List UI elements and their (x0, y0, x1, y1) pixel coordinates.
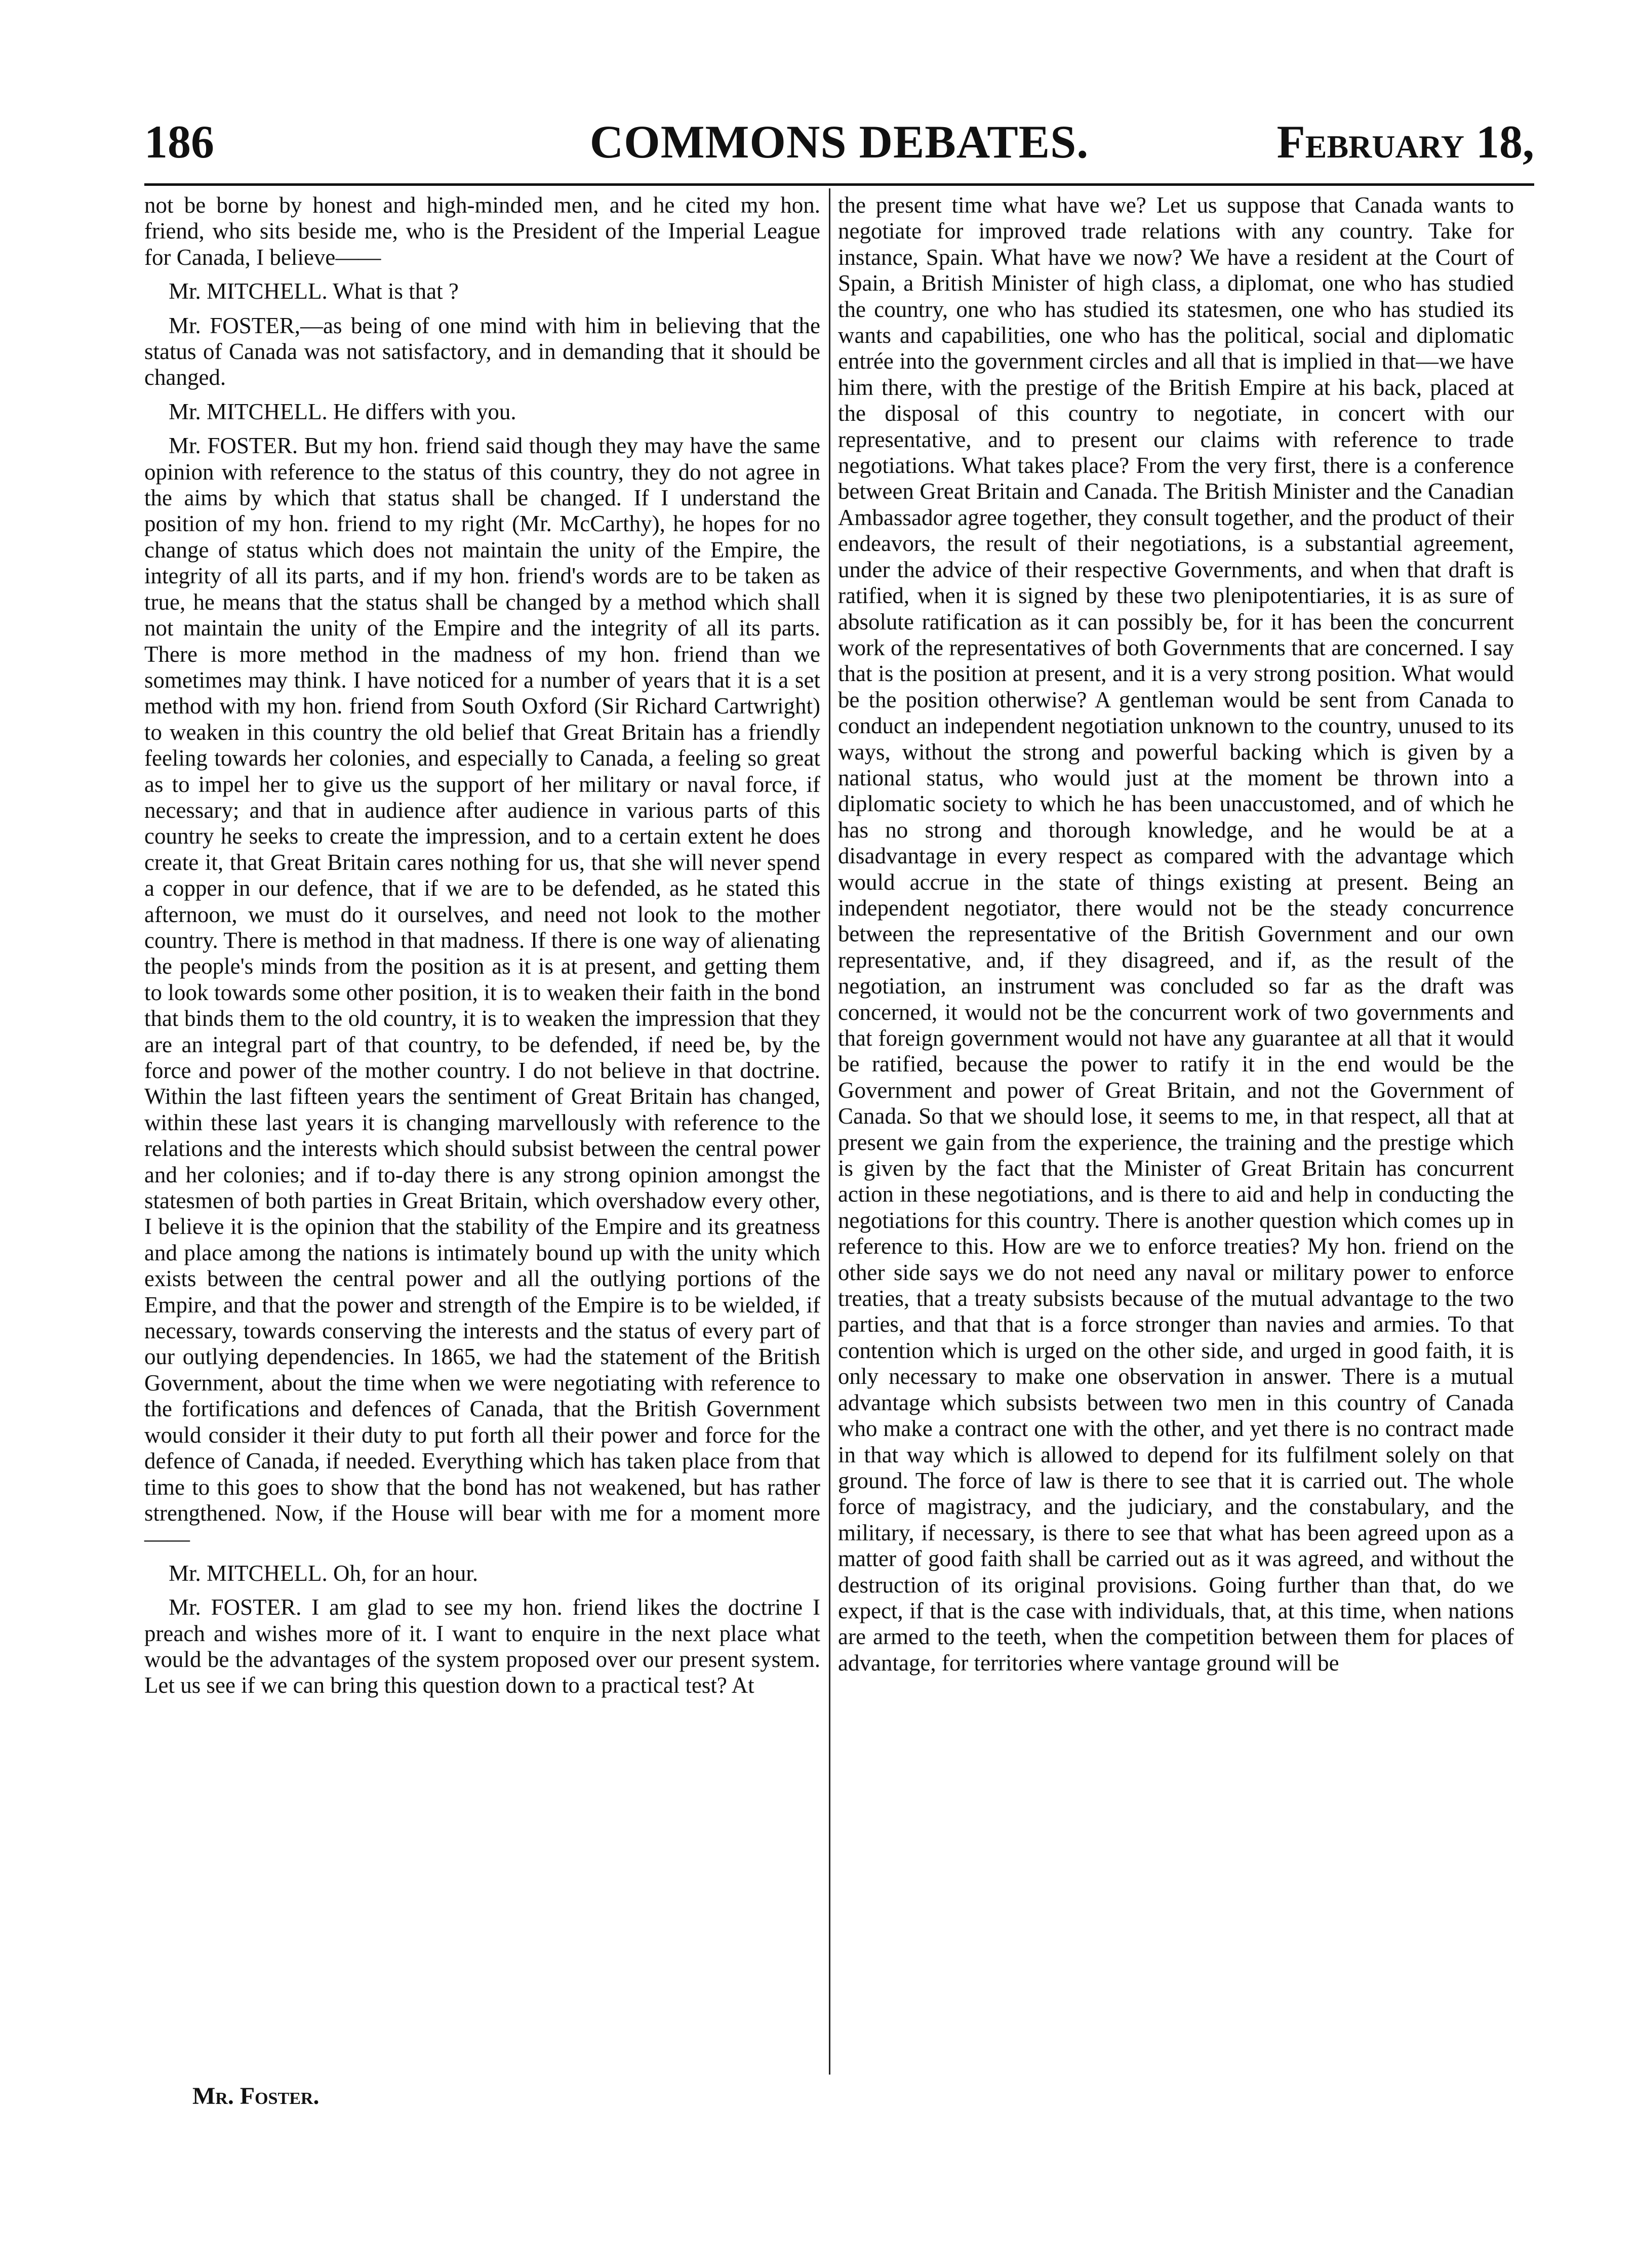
paragraph: Mr. FOSTER,—as being of one mind with him in believing that the status of Canada was not satisfactory, and in demanding that it should be changed. (144, 312, 820, 390)
header-date: February 18, (1276, 116, 1534, 168)
header-rule (144, 183, 1534, 186)
paragraph: Mr. MITCHELL. He differs with you. (169, 399, 516, 424)
footer-speaker: Mr. Foster. (192, 2083, 319, 2110)
paragraph: the present time what have we? Let us suppose that Canada wants to negotiate for improved trade relations with any country. Take for instance, Spain. What have we now? We have a resident at the Court of Spain, a British Minister of high class, a diplomat, one who has studied the country, one who has studied its statesmen, one who has studied its wants and capabilities, one who has the political, social and diplomatic entrée into the government circles and all that is implied in that—we have him there, with the prestige of the British Empire at his back, placed at the disposal of this country to negotiate, in concert with our representative, and to present our claims with reference to trade negotiations. What takes place? From the very first, there is a conference between Great Britain and Canada. The British Minister and the Canadian Ambassador agree together, they consult together, and the product of their endeavors, the result of their negotiations, is a substantial agreement, under the advice of their respective Governments, and when that draft is ratified, when it is signed by these two plenipotentiaries, it is as sure of absolute ratification as it can possibly be, for it has been the concurrent work of the representatives of both Governments that are concerned. I say that is the position at present, and it is a very strong position. What would be the position otherwise? A gentleman would be sent from Canada to conduct an independent negotiation unknown to the country, unused to its ways, without the strong and powerful backing which is given by a national status, who would just at the moment be thrown into a diplomatic society to which he has been unaccustomed, and of which he has no strong and thorough knowledge, and he would be at a disadvantage in every respect as compared with the advantage which would accrue in the state of things existing at present. Being an independent negotiator, there would not be the steady concurrence between the representative of the British Government and our own representative, and, if they disagreed, and if, as the result of the negotiation, an instrument was concluded so far as the draft was concerned, it would not be the concurrent work of two governments and that foreign government would not have any guarantee at all that it would be ratified, because the power to ratify it in the end would be the Government and power of Great Britain, and not the Government of Canada. So that we should lose, it seems to me, in that respect, all that at present we gain from the experience, the training and the prestige which is given by the fact that the Minister of Great Britain has concurrent action in these negotiations, and is there to aid and help in conducting the negotiations for this country. There is another question which comes up in reference to this. How are we to enforce treaties? My hon. friend on the other side says we do not need any naval or military power to enforce treaties, that a treaty subsists because of the mutual advantage to the two parties, and that that is a force stronger than navies and armies. To that contention which is urged on the other side, and urged in good faith, it is only necessary to make one observation in answer. There is a mutual advantage which subsists between two men in this country of Canada who make a contract one with the other, and yet there is no contract made in that way which is allowed to depend for its fulfilment solely on that ground. The force of law is there to see that it is carried out. The whole force of magistracy, and the judiciary, and the constabulary, and the military, if necessary, is there to see that what has been agreed upon as a matter of good faith shall be carried out as it was agreed, and without the destruction of its original provisions. Going further than that, do we expect, if that is the case with individuals, that, at this time, when nations are armed to the teeth, when the competition between them for places of advantage, for territories where vantage ground will be (838, 192, 1514, 1676)
paragraph: Mr. MITCHELL. What is that ? (169, 278, 459, 304)
page-header (144, 114, 1534, 170)
page-number: 186 (144, 116, 214, 168)
paragraph: Mr. FOSTER. But my hon. friend said though they may have the same opinion with reference to the status of this country, they do not agree in the aims by which that status shall be changed. If I understand the position of my hon. friend to my right (Mr. McCarthy), he hopes for no change of status which does not maintain the unity of the Empire, the integrity of all its parts, and if my hon. friend's words are to be taken as true, he means that the status shall be changed by a method which shall not maintain the unity of the Empire and the integrity of all its parts. There is more method in the madness of my hon. friend than we sometimes may think. I have noticed for a number of years that it is a set method with my hon. friend from South Oxford (Sir Richard Cartwright) to weaken in this country the old belief that Great Britain has a friendly feeling towards her colonies, and especially to Canada, a feeling so great as to impel her to give us the support of her military or naval force, if necessary; and that in audience after audience in various parts of this country he seeks to create the impression, and to a certain extent he does create it, that Great Britain cares nothing for us, that she will never spend a copper in our defence, that if we are to be defended, as he stated this afternoon, we must do it ourselves, and need not look to the mother country. There is method in that madness. If there is one way of alienating the people's minds from the position as it is at present, and getting them to look towards some other position, it is to weaken their faith in the bond that binds them to the old country, it is to weaken the impression that they are an integral part of that country, to be defended, if need be, by the force and power of the mother country. I do not believe in that doctrine. Within the last fifteen years the sentiment of Great Britain has changed, within these last years it is changing marvellously with reference to the relations and the interests which should subsist between the central power and her colonies; and if to-day there is any strong opinion amongst the statesmen of both parties in Great Britain, which overshadow every other, I believe it is the opinion that the stability of the Empire and its greatness and place among the nations is intimately bound up with the unity which exists between the central power and all the outlying portions of the Empire, and that the power and strength of the Empire is to be wielded, if necessary, towards conserving the interests and the status of every part of our outlying dependencies. In 1865, we had the statement of the British Government, about the time when we were negotiating with reference to the fortifications and defences of Canada, that the British Government would consider it their duty to put forth all their power and force for the defence of Canada, if needed. Everything which has taken place from that time to this goes to show that the bond has not weakened, but has rather strengthened. Now, if the House will bear with me for a moment more—— (144, 433, 820, 1552)
running-title: COMMONS DEBATES. (589, 116, 1089, 168)
paragraph: Mr. MITCHELL. Oh, for an hour. (169, 1560, 478, 1586)
paragraph: Mr. FOSTER. I am glad to see my hon. friend likes the doctrine I preach and wishes more of it. I want to enquire in the next place what would be the advantages of the system proposed over our present system. Let us see if we can bring this question down to a practical test? At (144, 1595, 820, 1698)
right-column (838, 192, 1514, 1684)
paragraph: not be borne by honest and high-minded men, and he cited my hon. friend, who sits beside me, who is the President of the Imperial League for Canada, I believe—— (144, 192, 820, 270)
left-column (144, 192, 820, 1707)
column-divider (829, 188, 830, 2075)
